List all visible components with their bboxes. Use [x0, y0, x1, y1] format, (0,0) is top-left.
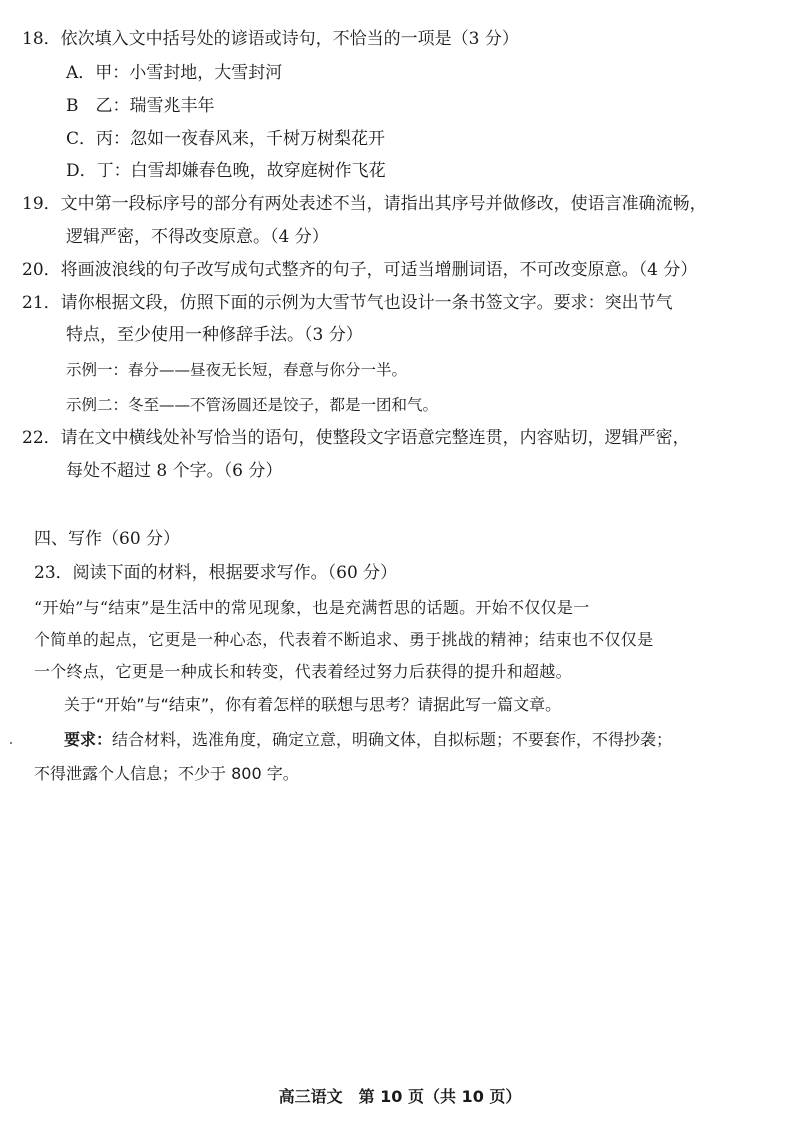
question-21-example-1: 示例一：春分——昼夜无长短，春意与你分一半。 [66, 361, 408, 379]
writing-prompt: 关于“开始”与“结束”，你有着怎样的联想与思考？请据此写一篇文章。 [64, 695, 562, 714]
scan-speck [10, 742, 12, 744]
question-22-line-1: 22．请在文中横线处补写恰当的语句，使整段文字语意完整连贯，内容贴切，逻辑严密， [22, 428, 690, 448]
material-line-1: “开始”与“结束”是生活中的常见现象，也是充满哲思的话题。开始不仅仅是一 [34, 598, 590, 617]
question-18-option-c: C．丙：忽如一夜春风来，千树万树梨花开 [66, 129, 386, 149]
question-19-line-1: 19．文中第一段标序号的部分有两处表述不当，请指出其序号并做修改，使语言准确流畅， [22, 194, 707, 214]
material-line-2: 个简单的起点，它更是一种心态，代表着不断追求、勇于挑战的精神；结束也不仅仅是 [34, 630, 654, 649]
material-line-3: 一个终点，它更是一种成长和转变，代表着经过努力后获得的提升和超越。 [34, 662, 572, 681]
requirements-label: 要求： [64, 730, 113, 749]
writing-requirements-line-1 [64, 728, 672, 752]
question-18-option-b: B 乙：瑞雪兆丰年 [66, 96, 215, 116]
question-23-stem: 23．阅读下面的材料，根据要求写作。（60 分） [34, 563, 398, 583]
writing-requirements-line-2: 不得泄露个人信息；不少于 800 字。 [34, 764, 299, 783]
question-20: 20．将画波浪线的句子改写成句式整齐的句子，可适当增删词语，不可改变原意。（4 分） [22, 260, 698, 280]
question-21-example-2: 示例二：冬至——不管汤圆还是饺子，都是一团和气。 [66, 396, 439, 414]
requirements-text-1: 结合材料，选准角度，确定立意，明确文体，自拟标题；不要套作，不得抄袭； [112, 730, 673, 749]
question-19-line-2: 逻辑严密，不得改变原意。（4 分） [66, 227, 329, 247]
question-18-stem: 18．依次填入文中括号处的谚语或诗句，不恰当的一项是（3 分） [22, 29, 519, 49]
section-4-heading: 四、写作（60 分） [34, 529, 181, 549]
question-18-option-d: D．丁：白雪却嫌春色晚，故穿庭树作飞花 [66, 161, 386, 181]
page-footer: 高三语文 第 10 页（共 10 页） [278, 1087, 522, 1106]
question-21-line-1: 21．请你根据文段，仿照下面的示例为大雪节气也设计一条书签文字。要求：突出节气 [22, 293, 673, 313]
question-18-option-a: A．甲：小雪封地，大雪封河 [66, 63, 283, 83]
question-22-line-2: 每处不超过 8 个字。（6 分） [66, 461, 283, 481]
question-21-line-2: 特点，至少使用一种修辞手法。（3 分） [66, 325, 363, 345]
